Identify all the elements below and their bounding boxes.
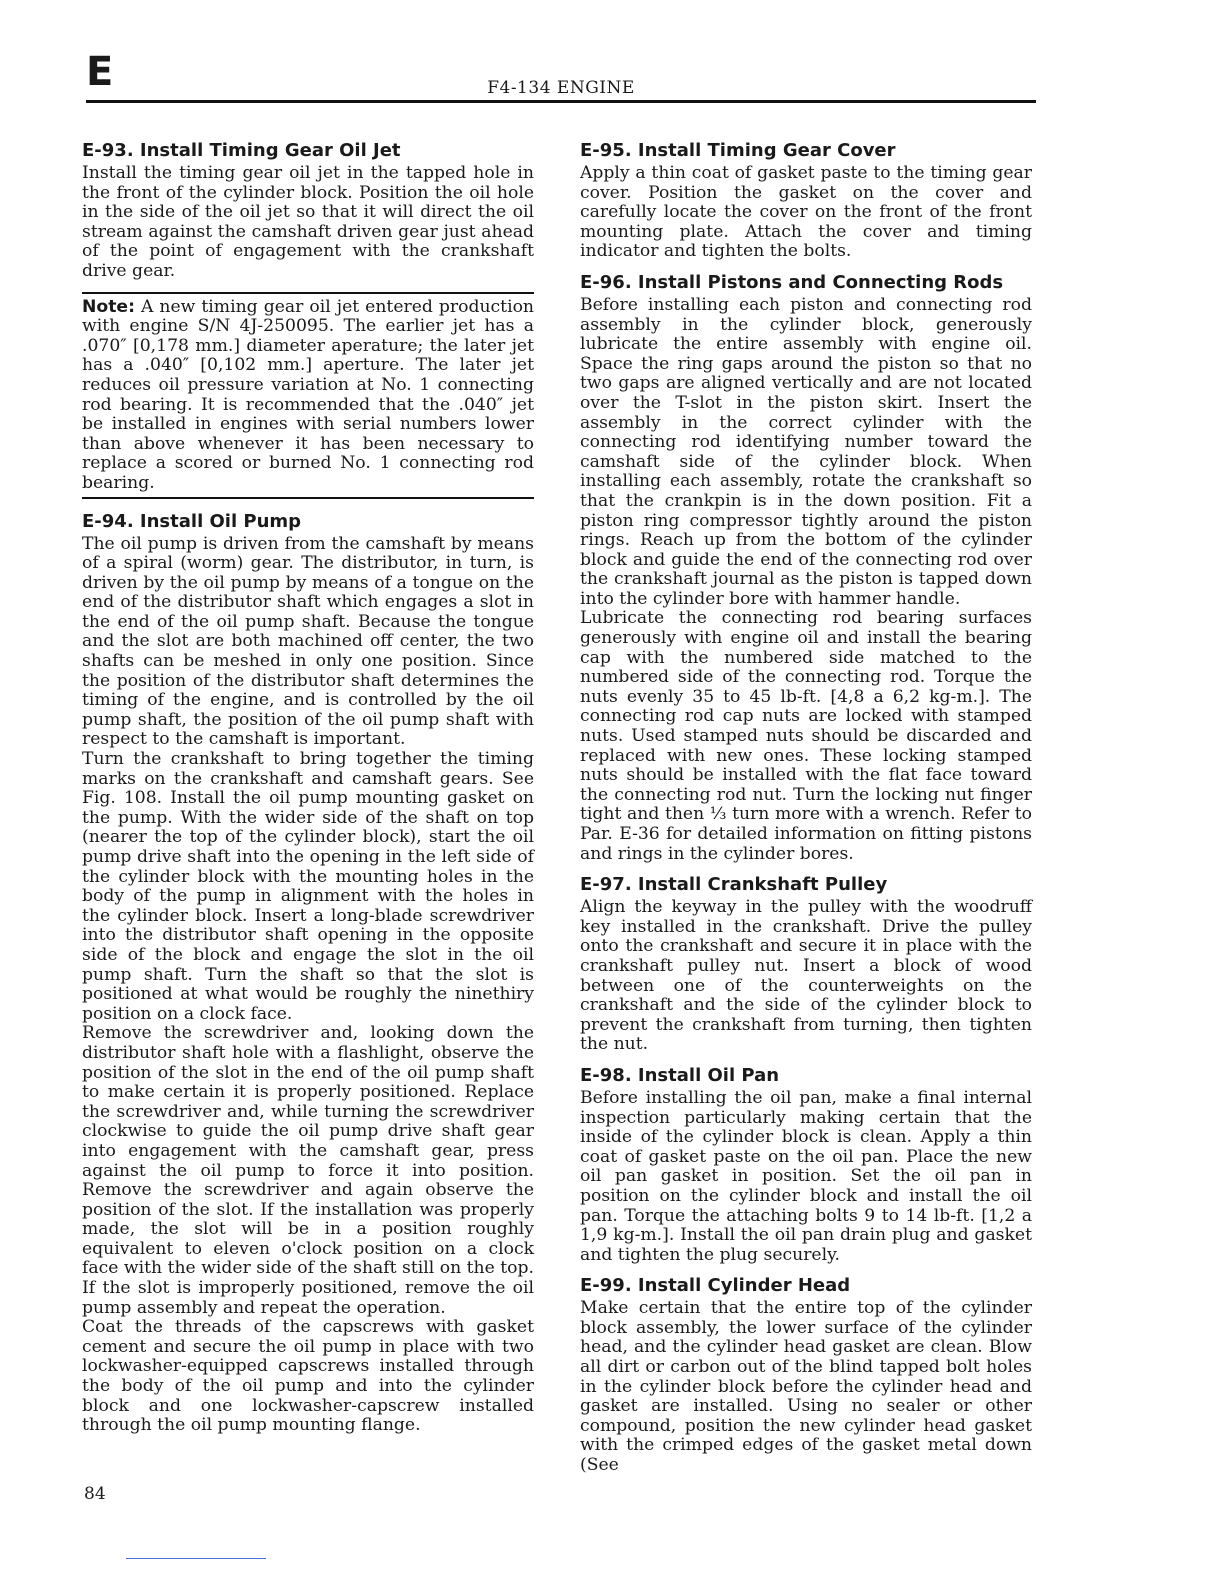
section-body: Apply a thin coat of gasket paste to the timing gear cover. Position the gasket on the cover and carefully locate the cover on the front of the front mounting plate. Attach the cover and timing indicator and tighten the bolts. (580, 163, 1032, 262)
section-e97 (580, 874, 1032, 1055)
section-heading: E-97. Install Crankshaft Pulley (580, 874, 888, 896)
footer-line (126, 1558, 266, 1559)
section-e94 (82, 511, 534, 1436)
right-column (580, 140, 1032, 1486)
section-body: Install the timing gear oil jet in the tapped hole in the front of the cylinder block. Position the oil hole in the side of the oil jet so that it will direct the oil stream against the camshaft driven gear just ahead of the point of engagement with the crankshaft drive gear. (82, 163, 534, 281)
section-e96 (580, 272, 1032, 864)
page-number: 84 (84, 1484, 106, 1504)
note-box (82, 292, 534, 499)
section-heading: E-95. Install Timing Gear Cover (580, 140, 896, 161)
running-head: F4-134 ENGINE (487, 78, 635, 98)
section-paragraph: Lubricate the connecting rod bearing surfaces generously with engine oil and install the bearing cap with the numbered side matched to the numbered side of the connecting rod. Torque the nuts evenly 35 to 45 lb-ft. [4,8 a 6,2 kg-m.]. The connecting rod cap nuts are locked with stamped nuts. Used stamped nuts should be discarded and replaced with new ones. These locking stamped nuts should be installed with the flat face toward the connecting rod nut. Turn the locking nut finger tight and then ⅓ turn more with a wrench. Refer to Par. E-36 for detailed information on fitting pistons and rings in the cylinder bores. (580, 608, 1032, 864)
section-body: Align the keyway in the pulley with the woodruff key installed in the crankshaft. Drive the pulley onto the crankshaft and secure it in place with the crankshaft pulley nut. Insert a block of wood between one of the counterweights on the crankshaft and the side of the cylinder block to prevent the crankshaft from turning, then tighten the nut. (580, 897, 1032, 1055)
section-paragraph: The oil pump is driven from the camshaft by means of a spiral (worm) gear. The distributor, in turn, is driven by the oil pump by means of a tongue on the end of the distributor shaft which engages a slot in the end of the oil pump shaft. Because the tongue and the slot are both machined off center, the two shafts can be meshed in only one position. Since the position of the distributor shaft determines the timing of the engine, and is controlled by the oil pump shaft, the position of the oil pump shaft with respect to the camshaft is important. (82, 533, 534, 750)
section-body: Make certain that the entire top of the cylinder block assembly, the lower surface of the cylinder head, and the cylinder head gasket are clean. Blow all dirt or carbon out of the blind tapped bolt holes in the cylinder block before the cylinder head and gasket are installed. Using no sealer or other compound, position the new cylinder head gasket with the crimped edges of the gasket metal down (See (580, 1298, 1032, 1476)
section-heading: E-93. Install Timing Gear Oil Jet (82, 140, 401, 161)
section-heading: E-99. Install Cylinder Head (580, 1275, 851, 1297)
left-column (82, 140, 534, 1446)
section-paragraph: Remove the screwdriver and, looking down the distributor shaft hole with a flashlight, observe the position of the slot in the end of the oil pump shaft to make certain it is properly positioned. Replace the screwdriver and, while turning the screwdriver clockwise to guide the oil pump drive shaft gear into engagement with the camshaft gear, press against the oil pump to force it into position. Remove the screwdriver and again observe the position of the slot. If the installation was properly made, the slot will be in a position roughly equivalent to eleven o'clock position on a clock face with the wider side of the shaft still on the top. If the slot is improperly positioned, remove the oil pump assembly and repeat the operation. (82, 1023, 534, 1318)
header-rule (86, 100, 1036, 103)
section-body: Before installing the oil pan, make a final internal inspection particularly making certain that the inside of the cylinder block is clean. Apply a thin coat of gasket paste on the oil pan. Place the new oil pan gasket in position. Set the oil pan in position on the cylinder block and install the oil pan. Torque the attaching bolts 9 to 14 lb-ft. [1,2 a 1,9 kg-m.]. Install the oil pan drain plug and gasket and tighten the plug securely. (580, 1087, 1032, 1265)
section-heading: E-98. Install Oil Pan (580, 1064, 780, 1086)
section-paragraph: Before installing each piston and connecting rod assembly in the cylinder block, generously lubricate the entire assembly with engine oil. Space the ring gaps around the piston so that no two gaps are aligned vertically and are not located over the T-slot in the piston skirt. Insert the assembly in the correct cylinder with the connecting rod identifying number toward the camshaft side of the cylinder block. When installing each assembly, rotate the crankshaft so that the crankpin is in the down position. Fit a piston ring compressor tightly around the piston rings. Reach up from the bottom of the cylinder block and guide the end of the connecting rod over the crankshaft journal as the piston is tapped down into the cylinder bore with hammer handle. (580, 294, 1032, 609)
note-label: Note: (82, 296, 135, 317)
section-e99 (580, 1275, 1032, 1475)
section-heading: E-94. Install Oil Pump (82, 510, 302, 532)
section-e93 (82, 140, 534, 282)
section-paragraph: Turn the crankshaft to bring together the timing marks on the crankshaft and camshaft gears. See Fig. 108. Install the oil pump mounting gasket on the pump. With the wider side of the shaft on top (nearer the top of the cylinder block), start the oil pump drive shaft into the opening in the left side of the cylinder block with the mounting holes in the body of the pump in alignment with the holes in the cylinder block. Insert a long-blade screwdriver into the distributor shaft opening in the opposite side of the block and engage the slot in the oil pump shaft. Turn the shaft so that the slot is positioned at what would be roughly the ninethiry position on a clock face. (82, 749, 534, 1024)
section-letter: E (86, 49, 115, 95)
section-e95 (580, 140, 1032, 262)
section-paragraph: Coat the threads of the capscrews with gasket cement and secure the oil pump in place with two lockwasher-equipped capscrews installed through the body of the oil pump and into the cylinder block and one lockwasher-capscrew installed through the oil pump mounting flange. (82, 1317, 534, 1436)
note-body: A new timing gear oil jet entered production with engine S/N 4J-250095. The earlier jet has a .070″ [0,178 mm.] diameter aperature; the later jet has a .040″ [0,102 mm.] aperture. The later jet reduces oil pressure variation at No. 1 connecting rod bearing. It is recommended that the .040″ jet be installed in engines with serial numbers lower than above whenever it has been necessary to replace a scored or burned No. 1 connecting rod bearing. (82, 296, 534, 493)
note-text (82, 298, 534, 494)
section-heading: E-96. Install Pistons and Connecting Rods (580, 271, 1004, 293)
section-e98 (580, 1065, 1032, 1265)
